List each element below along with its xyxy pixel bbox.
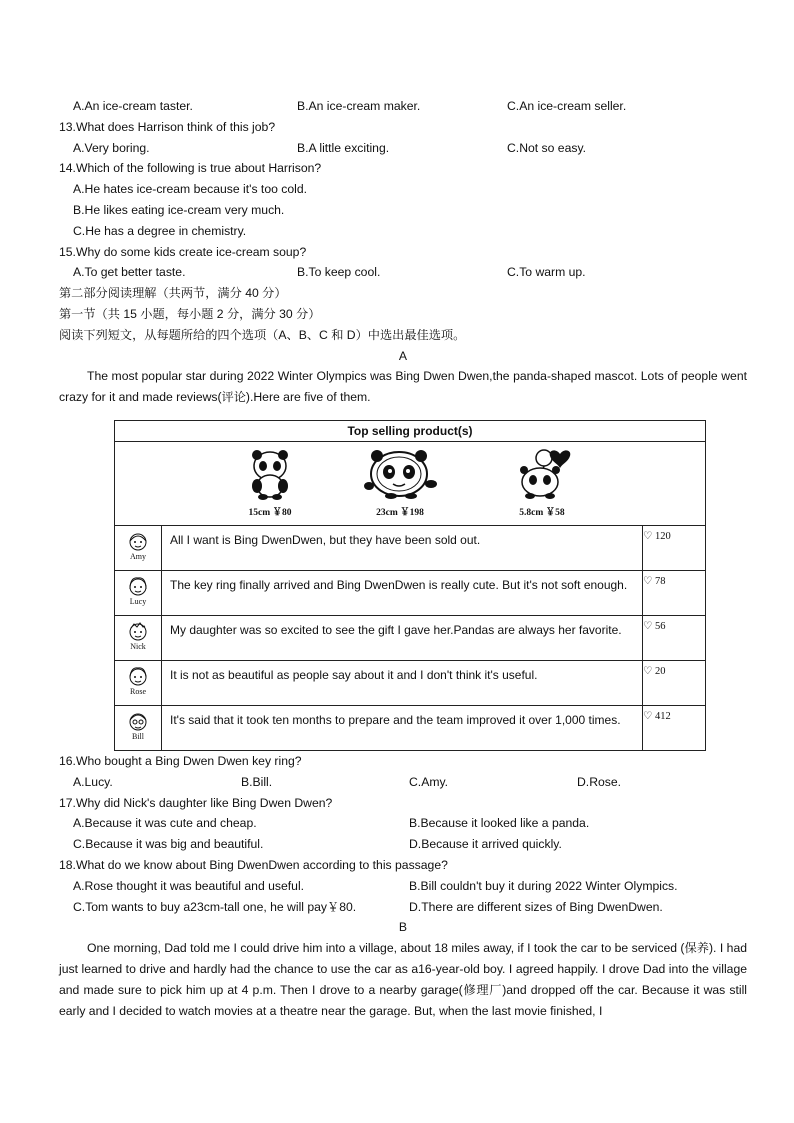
review-text: All I want is Bing DwenDwen, but they have been sold out. xyxy=(162,525,643,570)
q17-option-b: B.Because it looked like a panda. xyxy=(409,816,590,831)
review-text: My daughter was so excited to see the gift I gave her.Pandas are always her favorite. xyxy=(162,615,643,660)
avatar-icon xyxy=(127,710,149,732)
like-count: ♡ 20 xyxy=(643,660,706,705)
reviewer-name: Rose xyxy=(130,686,146,696)
avatar-icon xyxy=(127,665,149,687)
q14-option-a: A.He hates ice-cream because it's too cold. xyxy=(73,182,308,197)
passage-a-text: The most popular star during 2022 Winter Olympics was Bing Dwen Dwen,the panda-shaped mascot. Lots of people went crazy for it and made reviews(评论).Here are five of them. xyxy=(59,369,747,405)
like-count: ♡ 412 xyxy=(643,705,706,750)
q12-option-a: A.An ice-cream taster. xyxy=(73,99,193,113)
q12-option-c: C.An ice-cream seller. xyxy=(507,99,627,113)
review-row-rose xyxy=(115,660,706,705)
q13-options xyxy=(59,138,747,159)
q16-option-d: D.Rose. xyxy=(577,774,622,789)
q15-option-b: B.To keep cool. xyxy=(297,265,381,280)
review-text: The key ring finally arrived and Bing DwenDwen is really cute. But it's not soft enough. xyxy=(162,570,643,615)
q15-stem: 15.Why do some kids create ice-cream soup? xyxy=(59,244,307,259)
review-row-nick xyxy=(115,615,706,660)
q16-options xyxy=(59,772,747,793)
q18-stem: 18.What do we know about Bing DwenDwen according to this passage? xyxy=(59,857,448,872)
q15-option-c: C.To warm up. xyxy=(507,265,586,280)
reviewer-bill xyxy=(115,705,162,750)
passage-b-text: One morning, Dad told me I could drive him into a village, about 18 miles away, if I took the car to be serviced (保养). I had just learned to drive and hardly had the chance to use the car as a16-year-old boy. I agreed happily. I drove Dad into the village and made sure to pick him up at 4 p.m. Then I drove to a nearby garage(修理厂)and dropped off the car. Because it was still early and I decided to watch movies at a theatre near the garage. But, when the last movie finished, I xyxy=(59,941,747,1018)
q13-option-c: C.Not so easy. xyxy=(507,140,587,155)
review-row-amy xyxy=(115,525,706,570)
like-count: ♡ 120 xyxy=(643,525,706,570)
avatar-icon xyxy=(127,575,149,597)
q14-stem: 14.Which of the following is true about Harrison? xyxy=(59,161,322,176)
q15-options xyxy=(59,262,747,283)
reading-instruction: 阅读下列短文，从每题所给的四个选项（A、B、C 和 D）中选出最佳选项。 xyxy=(59,327,466,342)
q17-stem: 17.Why did Nick's daughter like Bing Dwen Dwen? xyxy=(59,795,333,810)
product-row xyxy=(115,441,706,525)
q16-option-c: C.Amy. xyxy=(409,774,449,789)
reviewer-name: Lucy xyxy=(129,596,147,606)
like-count: ♡ 78 xyxy=(643,570,706,615)
review-row-lucy xyxy=(115,570,706,615)
q14-option-b: B.He likes eating ice-cream very much. xyxy=(73,202,285,217)
reviewer-name: Bill xyxy=(131,731,144,741)
table-header: Top selling product(s) xyxy=(115,420,706,441)
reviewer-amy xyxy=(115,525,162,570)
reviewer-name: Amy xyxy=(130,551,146,561)
q13-option-a: A.Very boring. xyxy=(73,140,150,155)
passage-b-label: B xyxy=(398,920,408,935)
passage-a-label: A xyxy=(398,348,408,363)
reviewer-lucy xyxy=(115,570,162,615)
part2-title: 第二部分阅读理解（共两节，满分 40 分） xyxy=(59,286,287,301)
key-ring-icon xyxy=(504,448,580,500)
reviewer-rose xyxy=(115,660,162,705)
q18-option-d: D.There are different sizes of Bing DwenDwen. xyxy=(409,899,663,914)
like-count: ♡ 56 xyxy=(643,615,706,660)
q13-option-b: B.A little exciting. xyxy=(297,140,390,155)
review-table xyxy=(114,420,706,751)
q18-option-b: B.Bill couldn't buy it during 2022 Winter Olympics. xyxy=(409,878,678,893)
review-text: It is not as beautiful as people say about it and I don't think it's useful. xyxy=(162,660,643,705)
section1-title: 第一节（共 15 小题，每小题 2 分，满分 30 分） xyxy=(59,306,321,321)
q14-option-c: C.He has a degree in chemistry. xyxy=(73,223,247,238)
product-key-ring-caption: 5.8cm ￥58 xyxy=(519,507,565,518)
product-large-plush xyxy=(355,448,445,518)
avatar-icon xyxy=(127,530,149,552)
q18-options-ab xyxy=(59,876,747,897)
q16-stem: 16.Who bought a Bing Dwen Dwen key ring? xyxy=(59,753,302,768)
avatar-icon xyxy=(127,620,149,642)
q18-option-a: A.Rose thought it was beautiful and useful. xyxy=(73,878,305,893)
reviewer-name: Nick xyxy=(130,641,146,651)
review-text: It's said that it took ten months to prepare and the team improved it over 1,000 times. xyxy=(162,705,643,750)
product-key-ring xyxy=(497,448,587,518)
reviewer-nick xyxy=(115,615,162,660)
q15-option-a: A.To get better taste. xyxy=(73,265,186,280)
q12-option-b: B.An ice-cream maker. xyxy=(297,99,421,113)
q17-options-cd xyxy=(59,834,747,855)
q13-stem: 13.What does Harrison think of this job? xyxy=(59,119,276,134)
q12-options xyxy=(59,96,747,117)
q16-option-a: A.Lucy. xyxy=(73,774,113,789)
q17-option-a: A.Because it was cute and cheap. xyxy=(73,816,257,831)
product-small-caption: 15cm ￥80 xyxy=(248,507,292,518)
q18-option-c: C.Tom wants to buy a23cm-tall one, he will pay￥80. xyxy=(73,899,357,914)
q17-option-c: C.Because it was big and beautiful. xyxy=(73,837,264,852)
product-small-plush xyxy=(225,448,315,518)
panda-plush-icon xyxy=(245,448,295,500)
q18-options-cd xyxy=(59,897,747,918)
q17-options-ab xyxy=(59,813,747,834)
q17-option-d: D.Because it arrived quickly. xyxy=(409,837,562,852)
panda-plush-icon xyxy=(361,448,439,500)
product-large-caption: 23cm ￥198 xyxy=(376,507,424,518)
q16-option-b: B.Bill. xyxy=(241,774,273,789)
review-row-bill xyxy=(115,705,706,750)
exam-page xyxy=(59,96,747,1021)
